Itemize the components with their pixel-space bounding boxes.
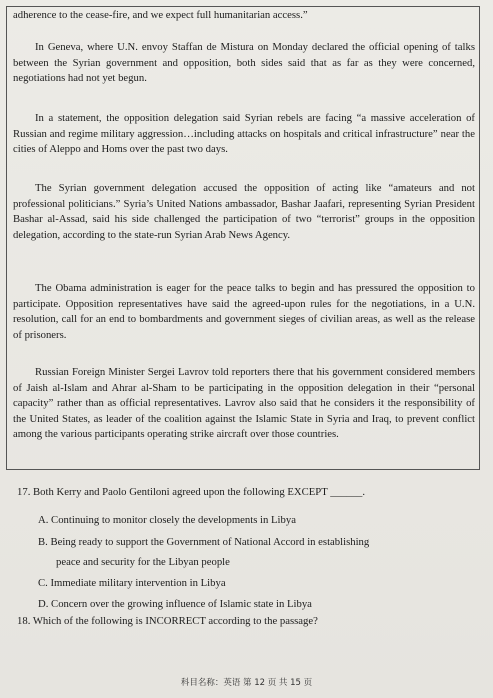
question-17-option-b: B. Being ready to support the Government of National Accord in establishing [38, 536, 370, 548]
passage-paragraph-5: Russian Foreign Minister Sergei Lavrov told reporters there that his government considered members of Jaish al-Islam and Ahrar al-Sham to be participating in the opposition delegation in their “personal capacity” rather than as official representatives. Lavrov also said that he considers it the responsibility of the United States, as leader of the coalition against the Islamic State in Syria and Iraq, to prevent conflict among the various participants operating strike aircraft over those countries. [13, 366, 475, 441]
passage-paragraph-4: The Obama administration is eager for the peace talks to begin and has pressured the opposition to participate. Opposition representatives have said the agreed-upon rules for the negotiations, in a U.N. resolution, call for an end to bombardments and government sieges of civilian areas, as well as the release of prisoners. [13, 282, 475, 341]
question-17-option-c: C. Immediate military intervention in Libya [38, 577, 226, 589]
passage-paragraph-2: In a statement, the opposition delegation said Syrian rebels are facing “a massive acceleration of Russian and regime military aggression…including attacks on hospitals and critical infrastructure” near the cities of Aleppo and Homs over the past two days. [13, 112, 475, 156]
passage-paragraph-3: The Syrian government delegation accused the opposition of acting like “amateurs and not professional politicians.” Syria’s United Nations ambassador, Bashar Jaafari, representing Syrian President Bashar al-Assad, said his side challenged the participation of two “terrorist” groups in the opposition delegation, according to the state-run Syrian Arab News Agency. [13, 182, 475, 241]
question-17-option-b-continued: peace and security for the Libyan people [56, 556, 230, 568]
page-footer: 科目名称：英语 第 12 页 共 15 页 [180, 678, 313, 688]
question-17-option-d: D. Concern over the growing influence of Islamic state in Libya [38, 598, 312, 610]
question-17-option-a: A. Continuing to monitor closely the developments in Libya [38, 514, 296, 526]
passage-paragraph-0: adherence to the cease-fire, and we expect full humanitarian access.” [13, 9, 308, 21]
question-17: 17. Both Kerry and Paolo Gentiloni agreed upon the following EXCEPT ______. [17, 486, 365, 498]
question-18: 18. Which of the following is INCORRECT according to the passage? [17, 615, 318, 627]
passage-paragraph-1: In Geneva, where U.N. envoy Staffan de Mistura on Monday declared the official opening of talks between the Syrian government and opposition, both sides said that as far as they were concerned, negotiations had not yet begun. [13, 41, 475, 85]
